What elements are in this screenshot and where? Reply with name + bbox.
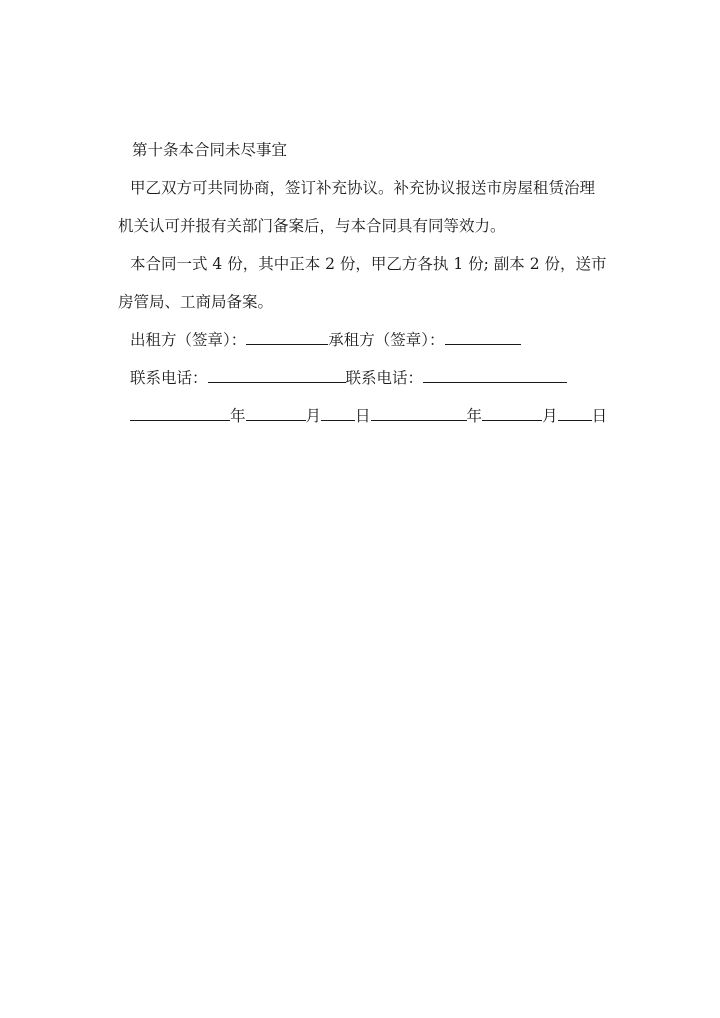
lessor-phone-label: 联系电话： <box>130 369 208 387</box>
month-label-1: 月 <box>305 407 322 425</box>
phone-row <box>130 359 630 397</box>
contract-content <box>118 131 630 435</box>
month-label-2: 月 <box>542 407 558 425</box>
year-label-2: 年 <box>466 407 483 425</box>
lessor-month-blank[interactable] <box>246 406 306 421</box>
lessee-phone-label: 联系电话： <box>345 369 424 387</box>
lessee-signature-label: 承租方（签章）： <box>328 331 445 349</box>
day-label-1: 日 <box>355 407 371 425</box>
date-row <box>130 397 630 435</box>
signature-row <box>130 321 630 359</box>
year-label-1: 年 <box>230 407 246 425</box>
paragraph-copies-line-1: 本合同一式 4 份，其中正本 2 份，甲乙方各执 1 份; 副本 2 份，送市 <box>130 255 607 273</box>
lessor-day-blank[interactable] <box>321 406 355 421</box>
day-label-2: 日 <box>591 407 608 425</box>
lessee-phone-blank[interactable] <box>423 368 567 383</box>
lessee-month-blank[interactable] <box>482 406 542 421</box>
lessee-signature-blank[interactable] <box>445 330 521 345</box>
lessee-day-blank[interactable] <box>558 406 592 421</box>
lessor-phone-blank[interactable] <box>208 368 346 383</box>
section-heading: 第十条本合同未尽事宜 <box>132 141 288 159</box>
lessor-signature-label: 出租方（签章）： <box>130 331 247 349</box>
paragraph-supplement-line-1: 甲乙双方可共同协商，签订补充协议。补充协议报送市房屋租赁治理 <box>130 179 596 197</box>
paragraph-supplement-line-2: 机关认可并报有关部门备案后，与本合同具有同等效力。 <box>118 217 506 235</box>
paragraph-copies-line-2: 房管局、工商局备案。 <box>118 293 274 311</box>
lessee-year-blank[interactable] <box>371 406 467 421</box>
lessor-signature-blank[interactable] <box>246 330 328 345</box>
lessor-year-blank[interactable] <box>130 406 230 421</box>
